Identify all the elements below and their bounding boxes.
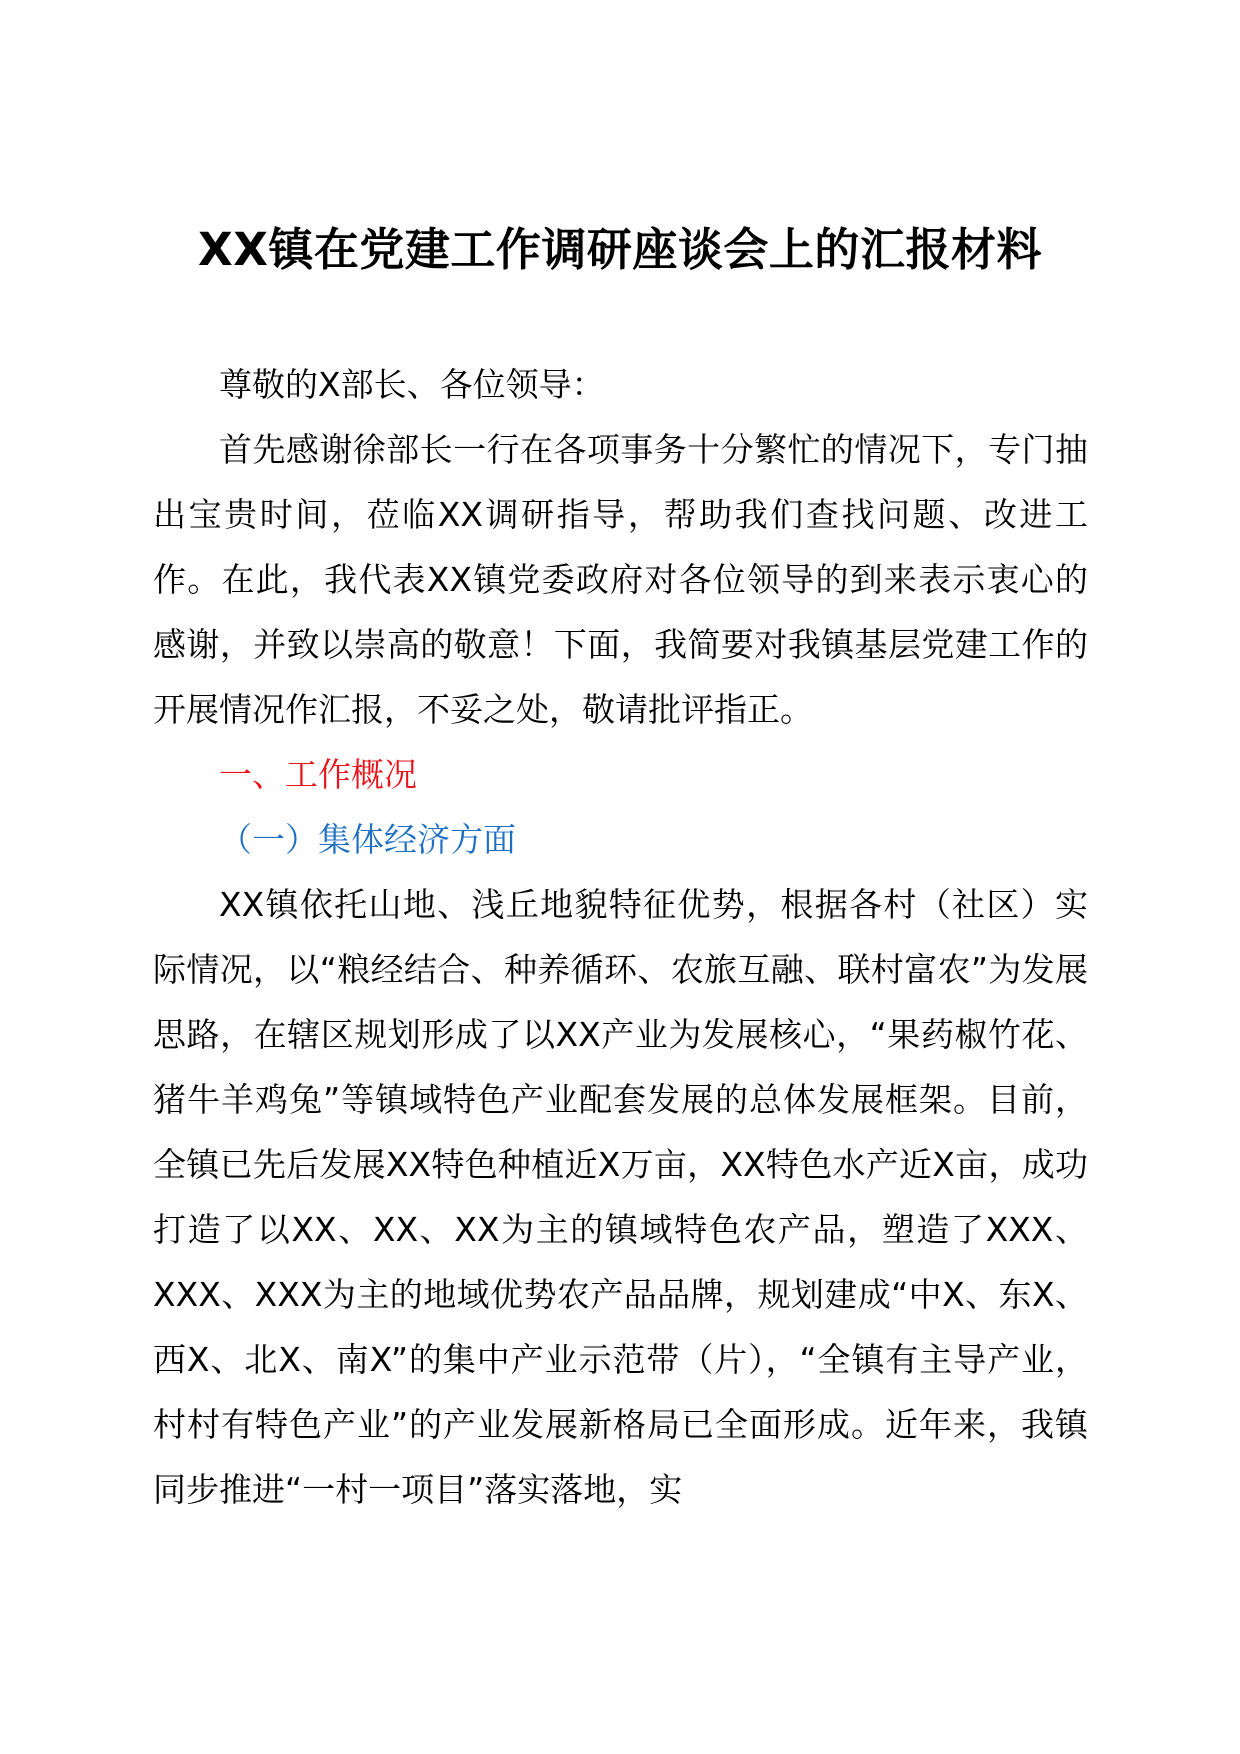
salutation: 尊敬的X部长、各位领导： [219,365,605,404]
section-heading-work-overview: 一、工作概况 [219,755,417,794]
document-title: XX镇在党建工作调研座谈会上的汇报材料 [198,223,1042,276]
body-paragraph-collective-economy: XX镇依托山地、浅丘地貌特征优势，根据各村（社区）实际情况，以“粮经结合、种养循环、农旅互融、联村富农”为发展思路，在辖区规划形成了以XX产业为发展核心，“果药椒竹花、猪牛羊鸡兔”等镇域特色产业配套发展的总体发展框架。目前，全镇已先后发展XX特色种植近X万亩，XX特色水产近X亩，成功打造了以XX、XX、XX为主的镇域特色农产品，塑造了XXX、XXX、XXX为主的地域优势农产品品牌，规划建成“中X、东X、西X、北X、南X”的集中产业示范带（片），“全镇有主导产业，村村有特色产业”的产业发展新格局已全面形成。近年来，我镇同步推进“一村一项目”落实落地，实 [153,885,1088,1509]
intro-paragraph: 首先感谢徐部长一行在各项事务十分繁忙的情况下，专门抽出宝贵时间，莅临XX调研指导，帮助我们查找问题、改进工作。在此，我代表XX镇党委政府对各位领导的到来表示衷心的感谢，并致以崇高的敬意！下面，我简要对我镇基层党建工作的开展情况作汇报，不妥之处，敬请批评指正。 [153,430,1088,729]
subsection-heading-collective-economy: （一）集体经济方面 [219,820,516,859]
